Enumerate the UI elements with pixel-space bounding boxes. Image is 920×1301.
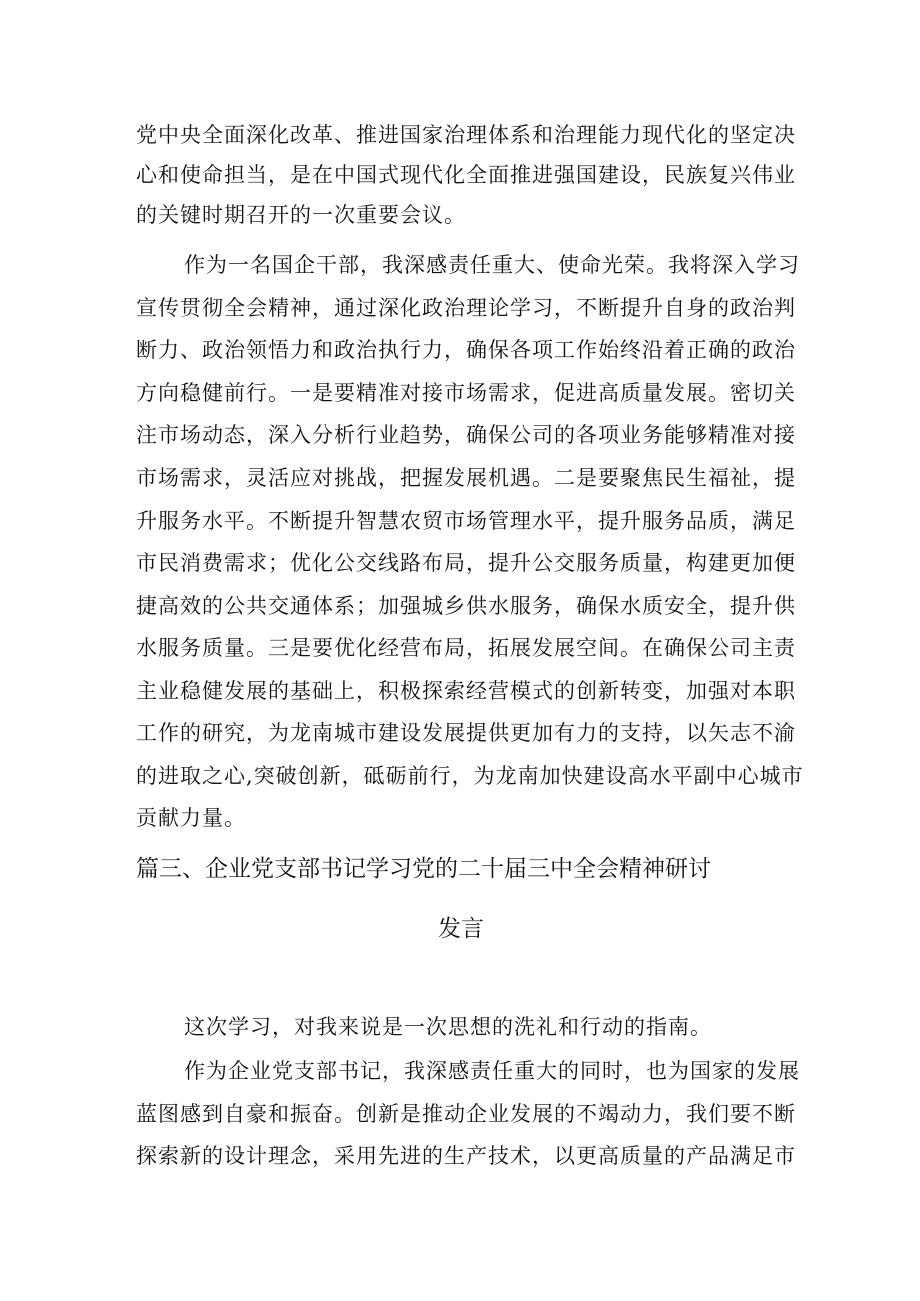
paragraph-line: 的关键时期召开的一次重要会议。: [136, 203, 466, 227]
paragraph-line: 宣传贯彻全会精神，通过深化政治理论学习，不断提升自身的政治判: [136, 296, 796, 320]
paragraph-line: 作为一名国企干部，我深感责任重大、使命光荣。我将深入学习: [184, 253, 800, 277]
paragraph-line: 贡献力量。: [136, 806, 246, 830]
paragraph-line: 市民消费需求；优化公交线路布局，提升公交服务质量，构建更加便: [136, 551, 796, 575]
paragraph-line: 方向稳健前行。一是要精准对接市场需求，促进高质量发展。密切关: [136, 381, 796, 405]
paragraph-line: 注市场动态，深入分析行业趋势，确保公司的各项业务能够精准对接: [136, 423, 796, 447]
paragraph-line: 升服务水平。不断提升智慧农贸市场管理水平，提升服务品质，满足: [136, 509, 796, 533]
paragraph-line: 心和使命担当，是在中国式现代化全面推进强国建设，民族复兴伟业: [136, 163, 796, 187]
paragraph-line: 作为企业党支部书记，我深感责任重大的同时，也为国家的发展: [184, 1059, 800, 1083]
paragraph-line: 断力、政治领悟力和政治执行力，确保各项工作始终沿着正确的政治: [136, 338, 796, 362]
paragraph-line: 水服务质量。三是要优化经营布局，拓展发展空间。在确保公司主责: [136, 636, 796, 660]
paragraph-line: 主业稳健发展的基础上，积极探索经营模式的创新转变，加强对本职: [136, 679, 796, 703]
paragraph-line: 探索新的设计理念，采用先进的生产技术，以更高质量的产品满足市: [136, 1144, 796, 1168]
paragraph-line: 的进取之心,突破创新，砥砺前行，为龙南加快建设高水平副中心城市: [136, 764, 804, 788]
section-heading-line-1: 篇三、企业党支部书记学习党的二十届三中全会精神研讨: [136, 856, 711, 882]
paragraph-line: 蓝图感到自豪和振奋。创新是推动企业发展的不竭动力，我们要不断: [136, 1102, 796, 1126]
paragraph-line: 市场需求，灵活应对挑战，把握发展机遇。二是要聚焦民生福祉，提: [136, 466, 796, 490]
paragraph-line: 捷高效的公共交通体系；加强城乡供水服务，确保水质安全，提升供: [136, 594, 796, 618]
section-heading-line-2: 发言: [438, 916, 484, 942]
paragraph-line: 这次学习，对我来说是一次思想的洗礼和行动的指南。: [184, 1015, 712, 1039]
paragraph-line: 工作的研究，为龙南城市建设发展提供更加有力的支持，以矢志不渝: [136, 721, 796, 745]
paragraph-line: 党中央全面深化改革、推进国家治理体系和治理能力现代化的坚定决: [136, 123, 796, 147]
